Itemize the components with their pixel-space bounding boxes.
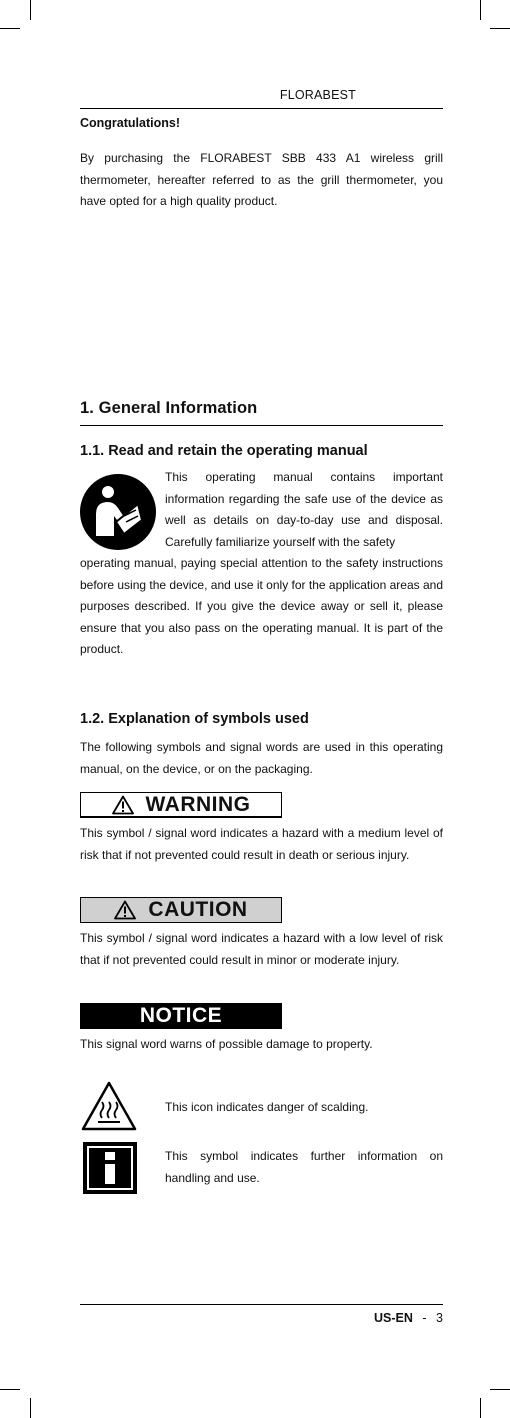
section-rule [80, 425, 443, 426]
page-footer [0, 1311, 443, 1325]
header-brand: FLORABEST [279, 88, 356, 102]
info-description: This symbol indicates further information on handling and use. [165, 1149, 443, 1185]
crop-mark [30, 0, 31, 20]
warning-triangle-icon [112, 795, 134, 815]
crop-mark [490, 1389, 510, 1390]
subsection-heading-symbols: 1.2. Explanation of symbols used [80, 711, 309, 727]
section-heading: 1. General Information [80, 399, 258, 417]
footer-separator: - [422, 1311, 427, 1325]
notice-description: This signal word warns of possible damage to property. [80, 1037, 373, 1051]
hot-surface-icon [80, 1080, 138, 1132]
crop-mark [0, 1389, 20, 1390]
footer-locale: US-EN [374, 1311, 413, 1325]
caution-triangle-icon [114, 900, 136, 920]
crop-mark [0, 28, 20, 29]
crop-mark [30, 1398, 31, 1418]
warning-description: This symbol / signal word indicates a hazard with a medium level of risk that if not prevented could result in death or serious injury. [80, 826, 443, 862]
info-icon [83, 1142, 137, 1194]
congratulations-title: Congratulations! [80, 116, 180, 130]
manual-paragraph-side: This operating manual contains important information regarding the safe use of the device as well as details on day-to-day use and disposal. Carefully familiarize yourself with the safety [165, 470, 443, 549]
notice-signal-box [80, 1003, 282, 1029]
crop-mark [480, 0, 481, 20]
warning-label: WARNING [145, 792, 251, 816]
manual-paragraph-continued: operating manual, paying special attention to the safety instructions before using the device, and use it only for the application areas and purposes described. If you give the device away or sell it, please ensure that you also pass on the operating manual. It is part of the product. [80, 556, 443, 656]
page-number: 3 [436, 1311, 443, 1325]
notice-label: NOTICE [139, 1004, 223, 1027]
symbols-intro: The following symbols and signal words are used in this operating manual, on the device, or on the packaging. [80, 740, 443, 776]
scalding-description: This icon indicates danger of scalding. [165, 1100, 369, 1114]
intro-paragraph: By purchasing the FLORABEST SBB 433 A1 wireless grill thermometer, hereafter referred to as the grill thermometer, you have opted for a high quality product. [80, 151, 443, 208]
crop-mark [490, 28, 510, 29]
caution-label: CAUTION [148, 898, 248, 921]
caution-description: This symbol / signal word indicates a hazard with a low level of risk that if not prevented could result in minor or moderate injury. [80, 931, 443, 967]
subsection-heading-manual: 1.1. Read and retain the operating manual [80, 443, 368, 459]
read-manual-icon [80, 474, 156, 550]
footer-rule [80, 1304, 443, 1305]
crop-mark [480, 1398, 481, 1418]
header-rule [80, 108, 443, 109]
warning-signal-box [80, 792, 282, 818]
caution-signal-box [80, 897, 282, 923]
